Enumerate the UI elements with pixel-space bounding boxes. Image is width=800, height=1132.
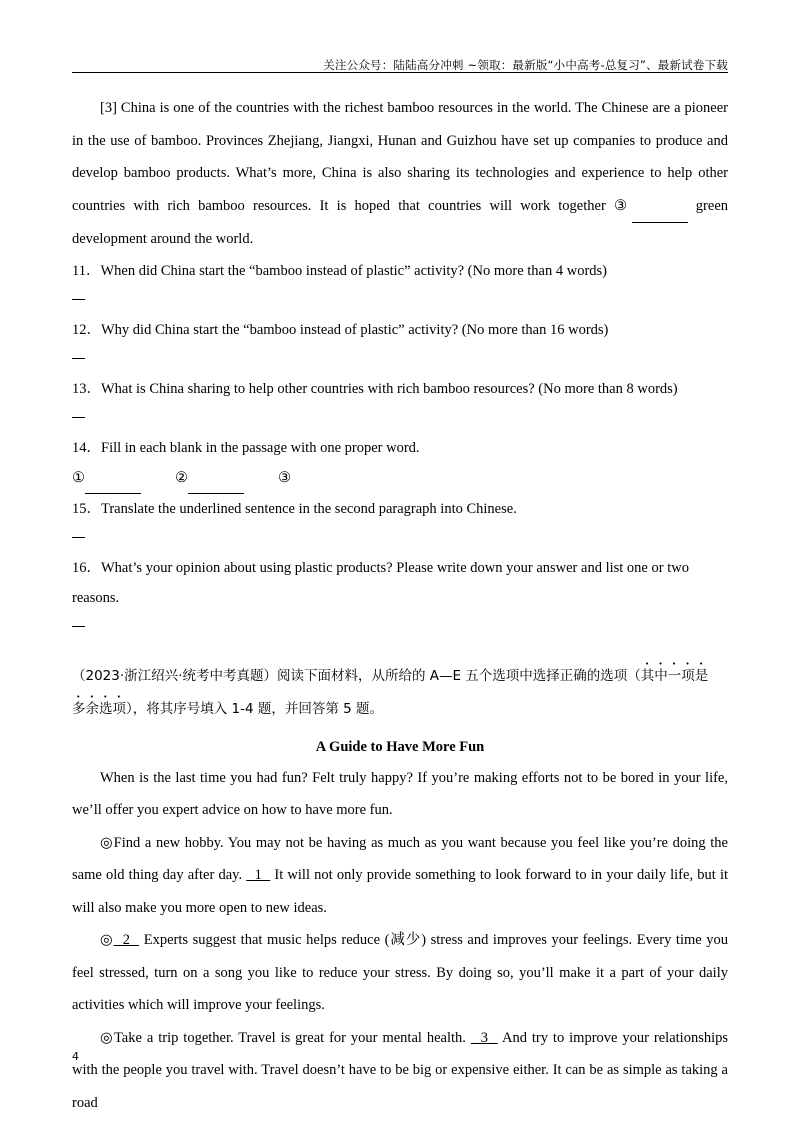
- blank-3[interactable]: [632, 190, 688, 224]
- blank-marker: ①: [72, 469, 85, 486]
- question-14: 14．Fill in each blank in the passage with one proper word.: [72, 439, 420, 456]
- answer-line[interactable]: [72, 404, 728, 433]
- question-13: 13．What is China sharing to help other countries with rich bamboo resources? (No more than 8 words): [72, 380, 678, 397]
- answer-line[interactable]: [72, 524, 728, 553]
- header-rule: [72, 72, 728, 73]
- paragraph-text: Experts suggest that music helps reduce (减少) stress and improves your feelings. Every time you feel stressed, turn on a song you like to reduce your stress. By doing so, you’ll make it a part of your daily activities which will improve your feelings.: [72, 932, 729, 1013]
- blank-2[interactable]: [188, 463, 244, 494]
- paragraph-text: ◎: [100, 932, 114, 948]
- paragraph-text: And try to improve your relationships with the people you travel with. Travel doesn’t have to be big or expensive either. It can be as simple as taking a road: [72, 1029, 729, 1111]
- emphasis-text: 多余选项: [72, 700, 126, 717]
- paragraph-text: It will not only provide something to look forward to in your daily life, but it will also make you more open to new ideas.: [72, 867, 728, 916]
- blank-marker: ③: [614, 197, 632, 214]
- passage-text: green development around the world.: [72, 197, 729, 247]
- paragraph-text: ◎Find a new hobby. You may not be having as much as you want because you feel like you’re doing the same old thing day after day.: [72, 834, 728, 883]
- guide-paragraph-2: [72, 827, 728, 925]
- page-number: 4: [72, 1050, 79, 1063]
- article-title: A Guide to Have More Fun: [315, 738, 485, 755]
- section-instructions: [72, 660, 728, 726]
- answer-line[interactable]: [72, 286, 728, 315]
- page-header: 关注公众号：陆陆高分冲刺 ~领取：最新版“小中高考-总复习”、最新试卷下载: [323, 58, 728, 72]
- instructions-text: ），将其序号填入 1-4 题，并回答第 5 题。: [126, 700, 384, 717]
- page-content: [72, 92, 728, 1119]
- blank-1[interactable]: [85, 463, 141, 494]
- passage-text: [3] China is one of the countries with the richest bamboo resources in the world. The Chinese are a pioneer in the use of bamboo. Provinces Zhejiang, Jiangxi, Hunan and Guizhou have set up companies to produce and develop bamboo products. What’s more, China is also sharing its technologies and experience to help other countries with rich bamboo resources. It is hoped that countries will work together: [72, 100, 728, 214]
- fill-blanks-row: [72, 463, 728, 494]
- blank-1[interactable]: 1: [246, 867, 271, 883]
- blank-2[interactable]: 2: [113, 932, 140, 948]
- emphasis-text: 其中一项是: [640, 667, 709, 684]
- answer-line[interactable]: [72, 345, 728, 374]
- blank-marker: ③: [278, 469, 291, 486]
- passage-paragraph-3: [72, 92, 728, 256]
- answer-line[interactable]: [72, 613, 728, 642]
- paragraph-text: ◎Take a trip together. Travel is great for your mental health.: [100, 1029, 471, 1046]
- guide-paragraph-4: [72, 1022, 728, 1120]
- question-12: 12．Why did China start the “bamboo instead of plastic” activity? (No more than 16 words): [72, 321, 609, 338]
- question-11: 11．When did China start the “bamboo instead of plastic” activity? (No more than 4 words): [72, 262, 608, 279]
- instructions-text: （2023·浙江绍兴·统考中考真题）阅读下面材料，从所给的 A—E 五个选项中选择正确的选项（: [72, 667, 641, 684]
- guide-paragraph-1: When is the last time you had fun? Felt truly happy? If you’re making efforts not to be bored in your life, we’ll offer you expert advice on how to have more fun.: [72, 769, 728, 818]
- question-15: 15．Translate the underlined sentence in the second paragraph into Chinese.: [72, 500, 517, 517]
- blank-marker: ②: [175, 469, 188, 486]
- blank-3[interactable]: 3: [470, 1029, 498, 1046]
- question-16: 16．What’s your opinion about using plastic products? Please write down your answer and list one or two reasons.: [72, 559, 689, 606]
- guide-paragraph-3: [72, 924, 728, 1022]
